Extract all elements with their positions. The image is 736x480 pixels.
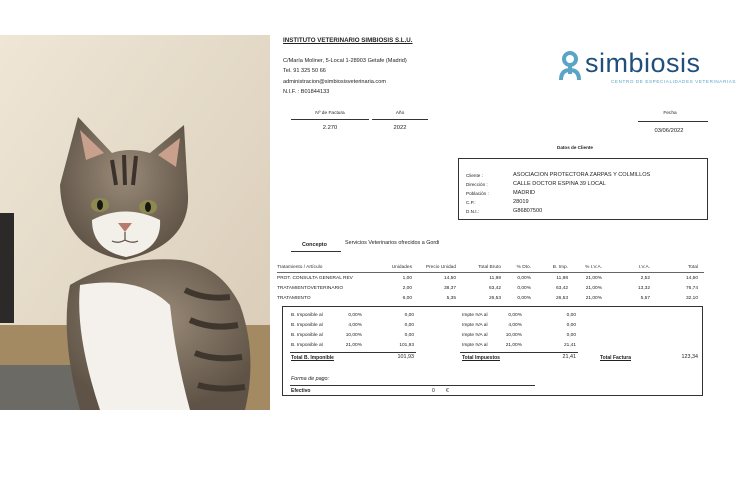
table-header: % I.V.A. [585,265,602,270]
table-cell: 21,00% [585,276,602,281]
tax-pct: 4,00% [508,323,522,328]
summary-box [282,306,703,396]
total-invoice-value: 123,34 [681,354,698,360]
total-base-value: 101,93 [397,354,414,360]
client-city-label: Población : [466,191,489,196]
cat-photo [0,35,270,410]
table-cell: 14,50 [443,276,456,281]
base-value: 0,00 [404,333,414,338]
table-cell: TRATAMIENTOVETERINARIO [277,286,344,291]
table-header: Precio Unidad [425,265,456,270]
table-cell: 2,52 [640,276,650,281]
tax-value: 0,00 [566,323,576,328]
payment-label: Forma de pago: [291,376,330,382]
tax-label: Impte IVA al [462,313,488,318]
base-label: B. Imponible al [291,333,323,338]
table-header: Unidades [391,265,412,270]
total-tax-label: Total Impuestos [462,355,500,361]
base-value: 101,93 [399,343,414,348]
base-pct: 0,00% [348,313,362,318]
invoice-year-label: Año [395,111,405,116]
table-cell: PROT. CONSULTA GENERAL REV [277,276,353,281]
base-value: 0,00 [404,323,414,328]
table-cell: 21,00% [585,286,602,291]
client-address-label: Dirección : [466,182,488,187]
base-label: B. Imponible al [291,313,323,318]
table-cell: 38,37 [443,286,456,291]
concept-label: Concepto [302,242,327,248]
table-cell: 0,00% [517,296,531,301]
table-header: % Dto. [516,265,531,270]
tax-label: Impte IVA al [462,343,488,348]
total-tax-value: 21,41 [562,354,576,360]
invoice-year: 2022 [393,125,407,131]
table-cell: 32,10 [685,296,698,301]
tax-label: Impte IVA al [462,323,488,328]
client-address-value: CALLE DOCTOR ESPINA 39 LOCAL [513,181,606,187]
invoice-date: 03/06/2022 [654,128,684,134]
tax-pct: 21,00% [505,343,522,348]
tax-pct: 0,00% [508,313,522,318]
table-header: Total Bruto [478,265,501,270]
client-dni-label: D.N.I.: [466,209,480,214]
table-cell: 76,74 [685,286,698,291]
client-postcode-value: 28019 [513,199,529,205]
client-label: Cliente : [466,173,483,178]
table-cell: 11,98 [489,276,501,281]
table-cell: 2,00 [402,286,412,291]
client-value: ASOCIACION PROTECTORA ZARPAS Y COLMILLOS [513,172,651,178]
logo-tagline: CENTRO DE ESPECIALIDADES VETERINARIAS [611,79,736,84]
table-header: B. Imp. [552,265,568,270]
table-cell: 6,00 [402,296,412,301]
table-cell: 1,00 [402,276,412,281]
tax-value: 0,00 [566,333,576,338]
clinic-phone: Tel. 91 325 50 66 [283,68,326,74]
tax-pct: 10,00% [505,333,522,338]
table-cell: 63,42 [488,286,501,291]
client-box [458,158,708,220]
client-city-value: MADRID [513,190,536,196]
logo-word: simbiosis [585,48,701,78]
invoice-number: 2.270 [322,125,338,131]
logo-mark-icon [555,50,585,82]
clinic-address: C/María Moliner, 5-Local 1-28903 Getafe (Madrid) [283,58,407,64]
total-base-label: Total B. Imponible [291,355,334,361]
base-label: B. Imponible al [291,343,323,348]
base-pct: 10,00% [345,333,362,338]
table-header: I.V.A. [638,265,650,270]
tax-value: 0,00 [566,313,576,318]
table-header: Tratamiento / Artículo [277,265,323,270]
table-cell: 26,53 [488,296,501,301]
table-header: Total [687,265,698,270]
table-cell: 5,35 [446,296,456,301]
table-cell: TRATAMIENTO [277,296,311,301]
clinic-name: INSTITUTO VETERINARIO SIMBIOSIS S.L.U. [283,37,413,44]
table-cell: 63,42 [555,286,568,291]
table-cell: 26,53 [555,296,568,301]
simbiosis-logo [553,46,736,88]
payment-method: Efectivo [291,388,311,394]
base-pct: 21,00% [345,343,362,348]
tax-label: Impte IVA al [462,333,488,338]
client-dni-value: G86807500 [513,208,543,214]
table-cell: 5,57 [640,296,650,301]
table-cell: 21,00% [585,296,602,301]
base-pct: 4,00% [348,323,362,328]
tax-value: 21,41 [563,343,576,348]
table-cell: 13,32 [637,286,650,291]
concept-value: Servicios Veterinarios ofrecidos a Gordi [345,240,440,246]
client-section-title: Datos de Cliente [557,145,593,150]
clinic-nif: N.I.F. : B01844133 [283,89,330,95]
base-value: 0,00 [404,313,414,318]
invoice-date-label: Fecha [663,111,677,116]
base-label: B. Imponible al [291,323,323,328]
client-postcode-label: C.P.: [466,200,476,205]
total-invoice-label: Total Factura [600,355,632,361]
table-cell: 0,00% [517,276,531,281]
payment-amount: 0 [432,388,435,394]
payment-currency: € [446,388,449,394]
table-cell: 14,50 [685,276,698,281]
clinic-email: administracion@simbiosisveterinaria.com [283,79,386,85]
invoice-number-label: Nº de Factura [315,111,345,116]
table-cell: 11,98 [556,276,568,281]
table-cell: 0,00% [517,286,531,291]
